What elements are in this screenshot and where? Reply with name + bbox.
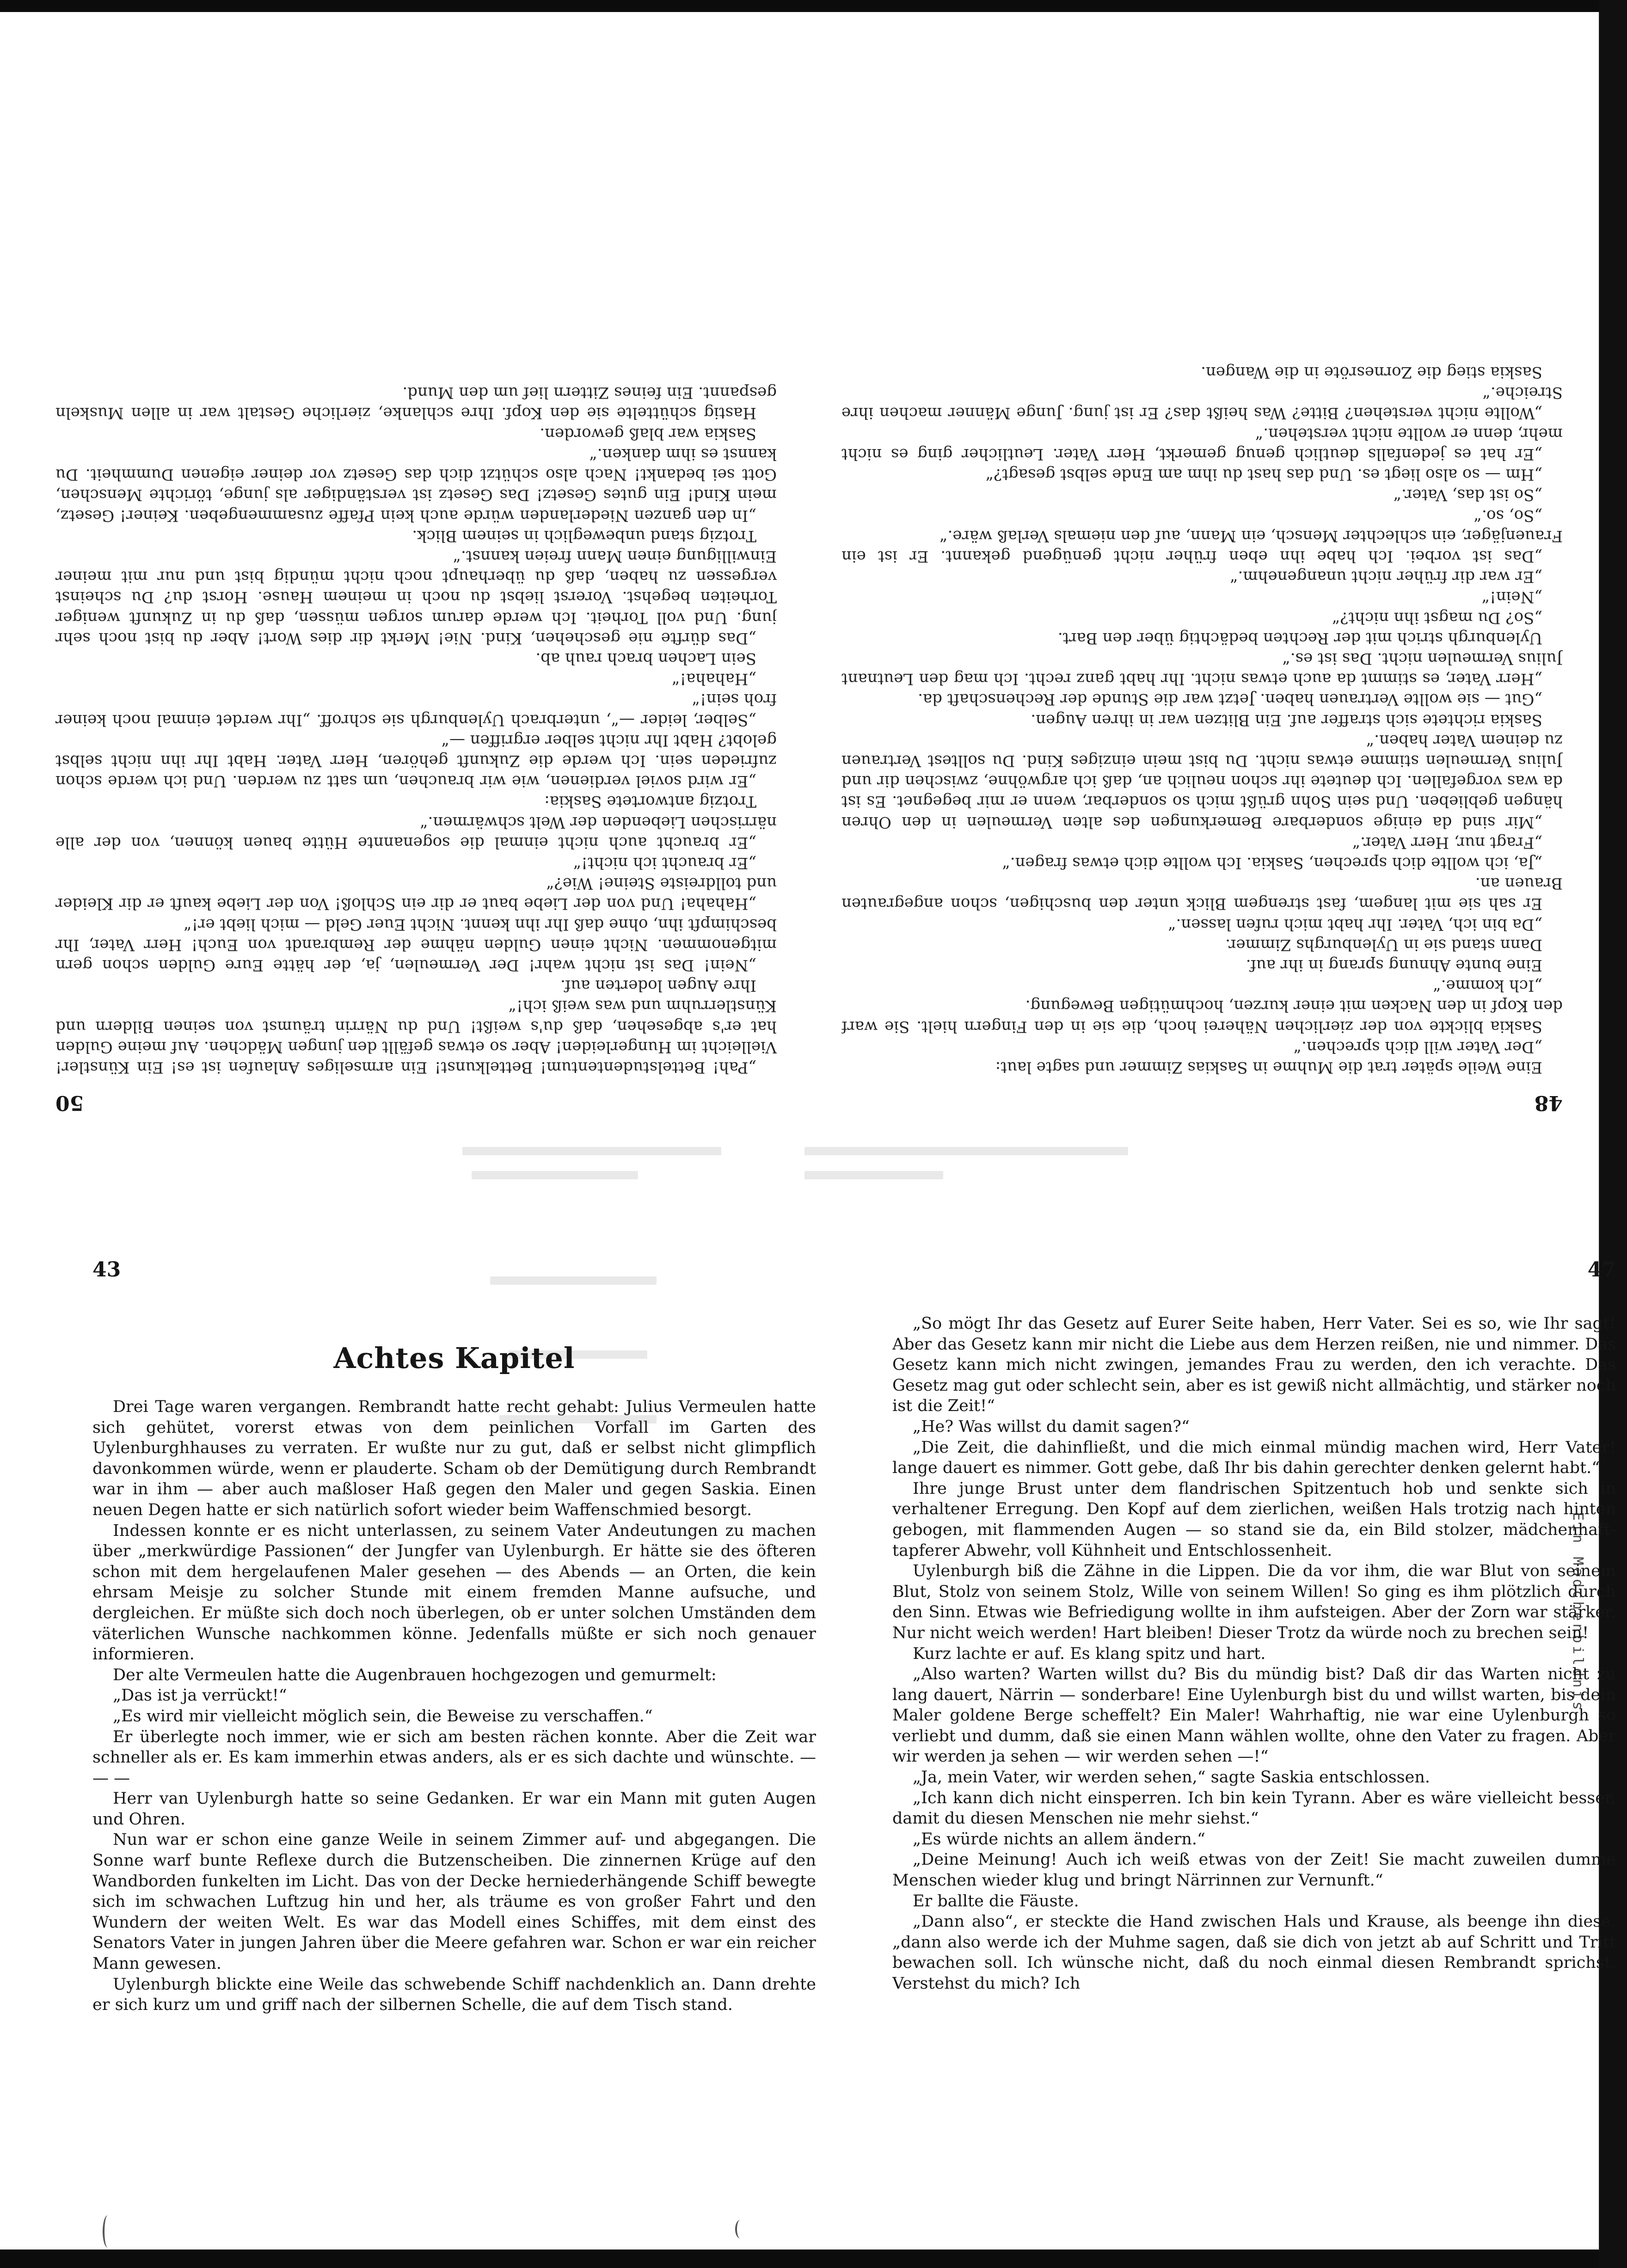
chapter-title: Achtes Kapitel: [333, 1341, 575, 1375]
pencil-mark: [735, 2220, 745, 2238]
paragraph: Er sah sie mit langem, fast strengem Blick unter den buschigen, schon angegrauten Brauen an.: [841, 874, 1563, 913]
paragraph: Indessen konnte er es nicht unterlassen, zu seinem Vater Andeutungen zu machen über „merkwürdige Passionen“ der Jungfer van Uylenburgh. Er hätte sie des öfteren schon mit dem hergelaufenen Maler gesehen — des Abends — an Orten, die kein ehrsam Meisje zu solcher Stunde mit einem fremden Manne aufsuche, und dergleichen. Er müßte sich doch noch überlegen, ob er unter solchen Umständen dem väterlichen Wunsche nachkommen könne. Jedenfalls müßte er sich noch genauer informieren.: [92, 1521, 816, 1664]
paragraph: „Hahaha! Und von der Liebe baut er dir ein Schloß! Von der Liebe kauft er dir Kleider und tolldreiste Steine! Wie?“: [55, 874, 777, 913]
paragraph: Kurz lachte er auf. Es klang spitz und hart.: [913, 1644, 1266, 1663]
paragraph: „Selber, leider —“, unterbrach Uylenburgh sie schroff. „Ihr werdet einmal noch keiner froh sein!“: [55, 690, 777, 729]
paragraph: „Mir sind da einige sonderbare Bemerkungen des alten Vermeulen in den Ohren hängen geblieben. Und sein Sohn grüßt mich so sonderbar, wenn er mir begegnet. Es ist da was vorgefallen. Ich deutete ihr schon neulich an, daß ich argwöhne, zwischen dir und Julius Vermeulen stimme etwas nicht. Du bist mein einziges Kind. Du solltest Vertrauen zu deinem Vater haben.“: [841, 731, 1563, 832]
inverted-left-page: [841, 60, 1563, 1115]
paragraph: Ihre Augen loderten auf.: [560, 976, 756, 995]
paragraph: „Ja, ich wollte dich sprechen, Saskia. Ich wollte dich etwas fragen.“: [1002, 853, 1542, 872]
paragraph: Eine bunte Ahnung sprang in ihr auf.: [1246, 955, 1542, 974]
left-page: [92, 1258, 816, 2238]
text-column: [892, 1313, 1616, 2215]
paragraph: „Ja, mein Vater, wir werden sehen,“ sagte Saskia entschlossen.: [913, 1768, 1431, 1787]
paragraph: „Wollte nicht verstehen? Bitte? Was heißt das? Er ist jung. Junge Männer machen ihre Streiche.“: [841, 383, 1563, 423]
page-number: 48: [1534, 1091, 1563, 1115]
paragraph: „So mögt Ihr das Gesetz auf Eurer Seite haben, Herr Vater. Sei es so, wie Ihr sagt! Aber das Gesetz kann mir nicht die Liebe aus dem Herzen reißen, nie und nimmer. Das Gesetz kann mich nicht zwingen, jemandes Frau zu werden, den ich verachte. Das Gesetz mag gut oder schlecht sein, aber es ist gewiß nicht allmächtig, und stärker noch ist die Zeit!“: [892, 1314, 1616, 1416]
pencil-mark: [103, 2215, 113, 2248]
paragraph: „Nein! Das ist nicht wahr! Der Vermeulen, ja, der hätte Eure Gulden schon gern mitgenommen. Nicht einen Gulden nähme der Rembrandt von Euch! Herr Vater, Ihr beschimpft ihn, ohne daß Ihr ihn kennt. Nicht Euer Geld — mich liebt er!“: [55, 915, 777, 974]
paragraph: Hastig schüttelte sie den Kopf. Ihre schlanke, zierliche Gestalt war in allen Muskeln gespannt. Ein feines Zittern lief um den Mund.: [55, 383, 777, 423]
paragraph: Er ballte die Fäuste.: [913, 1892, 1079, 1911]
binding-edge-text: Ein Mädchenbildnis: [1570, 1512, 1586, 1713]
bleed-through-line: [462, 1147, 721, 1155]
paragraph: Ihre junge Brust unter dem flandrischen Spitzentuch hob und senkte sich in verhaltener Erregung. Den Kopf auf dem zierlichen, weißen Hals trotzig nach hinten gebogen, mit flammenden Augen — so stand sie da, ein Bild stolzer, mädchenhaft-tapferer Abwehr, voll Kühnheit und Entschlossenheit.: [892, 1479, 1616, 1560]
paragraph: „Also warten? Warten willst du? Bis du mündig bist? Daß dir das Warten nicht zu lang dauert, Närrin — sonderbare! Eine Uylenburgh bist du und willst warten, bis dein Maler goldene Berge scheffelt? Ein Maler! Wahrhaftig, nie war eine Uylenburgh so verliebt und dumm, daß sie einen Mann wählen wollte, ohne den Vater zu fragen. Aber wir werden ja sehen — wir werden sehen —!“: [892, 1665, 1616, 1766]
paragraph: Drei Tage waren vergangen. Rembrandt hatte recht gehabt: Julius Vermeulen hatte sich gehütet, vorerst etwas von dem peinlichen Vorfall im Garten des Uylenburghhauses zu verraten. Er wußte nur zu gut, daß er selbst nicht glimpflich davonkommen würde, wenn er plauderte. Scham ob der Demütigung durch Rembrandt war in ihm — aber auch maßloser Haß gegen den Maler und gegen Saskia. Einen neuen Degen hatte er sich natürlich sofort wieder beim Waffenschmied besorgt.: [92, 1398, 816, 1519]
paragraph: „Er braucht auch nicht einmal die sogenannte Hütte bauen können, von der alle närrischen Liebenden der Welt schwärmen.“: [55, 813, 777, 852]
paragraph: „In den ganzen Niederlanden würde auch kein Pfaffe zusammengeben. Keiner! Gesetz, mein Kind! Ein gutes Gesetz! Das Gesetz ist verständiger als junge, törichte Menschen, Gott sei bedankt! Nach also schützt dich das Gesetz vor deiner eigenen Dummheit. Du kannst es ihm danken.“: [55, 444, 777, 525]
paragraph: „Hm — so also liegt es. Und das hast du ihm am Ende selbst gesagt?“: [985, 465, 1542, 484]
paragraph: „Ich kann dich nicht einsperren. Ich bin kein Tyrann. Aber es wäre vielleicht besser, damit du diesen Menschen nie mehr siehst.“: [892, 1788, 1616, 1828]
paragraph: „Nein!“: [1481, 588, 1542, 607]
paragraph: „Er hat es jedenfalls deutlich genug gemerkt, Herr Vater. Leutlicher ging es nicht mehr, denn er wollte nicht verstehen.“: [841, 424, 1563, 463]
paragraph: „So? Du magst ihn nicht?“: [1332, 608, 1542, 627]
paragraph: Dann stand sie in Uylenburghs Zimmer.: [1225, 935, 1542, 954]
paragraph: „Herr Vater, es stimmt da auch etwas nicht. Ihr habt ganz recht. Ich mag den Leutnant Julius Vermeulen nicht. Das ist es.“: [841, 649, 1563, 689]
paragraph: Uylenburgh biß die Zähne in die Lippen. Die da vor ihm, die war Blut von seinem Blut, Stolz von seinem Stolz, Wille von seinem Willen! So ging es ihm plötzlich durch den Sinn. Etwas wie Befriedigung wollte in ihm aufsteigen. Aber der Zorn war stärker. Nur nicht weich werden! Hart bleiben! Dieser Trotz da würde noch zu brechen sein!: [892, 1562, 1616, 1642]
paragraph: „Er war dir früher nicht unangenehm.“: [1230, 567, 1542, 586]
bleed-through-line: [472, 1171, 638, 1179]
paragraph: „Das ist vorbei. Ich habe ihn eben früher nicht genügend gekannt. Er ist ein Frauenjäger, ein schlechter Mensch, ein Mann, auf den niemals Verlaß wäre.“: [841, 526, 1563, 566]
text-column: [55, 162, 777, 1078]
paragraph: Herr van Uylenburgh hatte so seine Gedanken. Er war ein Mann mit guten Augen und Ohren.: [92, 1789, 816, 1829]
paragraph: Er überlegte noch immer, wie er sich am besten rächen konnte. Aber die Zeit war schneller als er. Es kam immerhin etwas anders, als er es sich dachte und wünschte. — — —: [92, 1727, 816, 1787]
inverted-right-page: [55, 60, 777, 1115]
paragraph: „Hahaha!“: [672, 670, 756, 689]
right-page: [892, 1258, 1616, 2238]
paragraph: „Gut — sie wollte Vertrauen haben. Jetzt war die Stunde der Rechenschaft da.: [918, 690, 1542, 709]
paragraph: „Pah! Bettelstudententum! Bettelkunst! Ein armseliges Anlaufen ist es! Ein Künstler! Vielleicht im Hungerleiden! Aber so etwas gefällt den jungen Mädchen. Auf meine Gulden hat er's abgesehen, daß du's weißt! Und du Närrin träumst von seinen Bildern und Künstlerruhm und was weiß ich!“: [55, 997, 777, 1077]
text-column: [92, 1397, 816, 2100]
paragraph: „Es würde nichts an allem ändern.“: [913, 1830, 1205, 1849]
bleed-through-line: [804, 1171, 943, 1179]
paragraph: Der alte Vermeulen hatte die Augenbrauen hochgezogen und gemurmelt:: [113, 1665, 717, 1684]
paragraph: Eine Weile später trat die Muhme in Saskias Zimmer und sagte laut:: [995, 1058, 1542, 1077]
paragraph: Trotzig stand unbeweglich in seinem Blick.: [412, 526, 756, 545]
paragraph: „He? Was willst du damit sagen?“: [913, 1417, 1190, 1436]
page-number: 47: [1587, 1258, 1616, 1282]
paragraph: „Es wird mir vielleicht möglich sein, die Beweise zu verschaffen.“: [113, 1707, 653, 1726]
paragraph: „Das dürfte nie geschehen, Kind. Nie! Merkt dir dies Wort! Aber du bist noch sehr jung. Und voll Torheit. Ich werde darum sorgen müssen, daß du in Zukunft weniger Torheiten begehst. Vorerst liebst du noch in meinem Hause. Horst du? Du scheinst vergessen zu haben, daß du überhaupt noch nicht mündig bist und nur mit meiner Einwilligung einen Mann freien kannst.“: [55, 547, 777, 647]
paragraph: „Er wird soviel verdienen, wie wir brauchen, um satt zu werden. Und ich werde schon zufrieden sein. Ich werde die Zukunft gehören, Herr Vater. Habt Ihr ihn nicht selbst gelobt? Habt Ihr nicht selber ergriffen —“: [55, 731, 777, 791]
page-number: 50: [55, 1091, 84, 1115]
paragraph: „Das ist ja verrückt!“: [113, 1686, 287, 1705]
text-column: [841, 162, 1563, 1078]
paragraph: Uylenburgh strich mit der Rechten bedächtig über den Bart.: [1057, 629, 1542, 647]
page-number: 43: [92, 1258, 121, 1282]
paragraph: „Er braucht ich nicht!“: [573, 853, 756, 872]
scan-border-bottom: [0, 2250, 1627, 2268]
paragraph: „Die Zeit, die dahinfließt, und die mich einmal mündig machen wird, Herr Vater! lange dauert es nimmer. Gott gebe, daß Ihr bis dahin gerechter denken gelernt habt.“: [892, 1438, 1616, 1478]
paragraph: „Fragt nur, Herr Vater.“: [1352, 833, 1542, 852]
paragraph: Saskia blickte von der zierlichen Näherei hoch, die sie in den Fingern hielt. Sie warf den Kopf in den Nacken mit einer kurzen, hochmütigen Bewegung.: [841, 997, 1563, 1036]
paragraph: Saskia war blaß geworden.: [540, 424, 756, 443]
paragraph: „Ich komme.“: [1433, 976, 1542, 995]
paragraph: Trotzig antwortete Saskia:: [544, 792, 756, 811]
inverted-spread: [55, 60, 1563, 1115]
paragraph: Uylenburgh blickte eine Weile das schwebende Schiff nachdenklich an. Dann drehte er sich kurz um und griff nach der silbernen Schelle, die auf dem Tisch stand.: [92, 1975, 816, 2015]
paragraph: Saskia stieg die Zornesröte in die Wangen.: [1201, 363, 1542, 382]
paragraph: „So ist das, Vater.“: [1393, 486, 1542, 505]
paragraph: Sein Lachen brach rauh ab.: [535, 649, 756, 668]
paragraph: „Der Vater will dich sprechen.“: [1293, 1037, 1542, 1056]
bleed-through-line: [804, 1147, 1128, 1155]
paragraph: Saskia richtete sich straffer auf. Ein Blitzen war in ihren Augen.: [1031, 710, 1542, 729]
paragraph: Nun war er schon eine ganze Weile in seinem Zimmer auf- und abgegangen. Die Sonne warf bunte Reflexe durch die Butzenscheiben. Die zinnernen Krüge auf den Wandborden funkelten im Licht. Das von der Decke herniederhängende Schiff bewegte sich im schwachen Luftzug hin und her, als träume es von großer Fahrt und den Wundern der weiten Welt. Es war das Modell eines Schiffes, mit dem einst des Senators Vater in jungen Jahren über die Meere gefahren war. Schon er war ein reicher Mann gewesen.: [92, 1830, 816, 1973]
paragraph: „Dann also“, er steckte die Hand zwischen Hals und Krause, als beenge ihn diese, „dann also werde ich der Muhme sagen, daß sie dich von jetzt ab auf Schritt und Tritt bewachen soll. Ich wünsche nicht, daß du noch einmal diesen Rembrandt sprichst. Verstehst du mich? Ich: [892, 1912, 1616, 1993]
paragraph: „Da bin ich, Vater. Ihr habt mich rufen lassen.“: [1168, 915, 1542, 934]
paragraph: „So, so.“: [1474, 506, 1542, 525]
paragraph: „Deine Meinung! Auch ich weiß etwas von der Zeit! Sie macht zuweilen dumme Menschen wieder klug und bringt Närrinnen zur Vernunft.“: [892, 1850, 1616, 1890]
scan-border-top: [0, 0, 1627, 12]
